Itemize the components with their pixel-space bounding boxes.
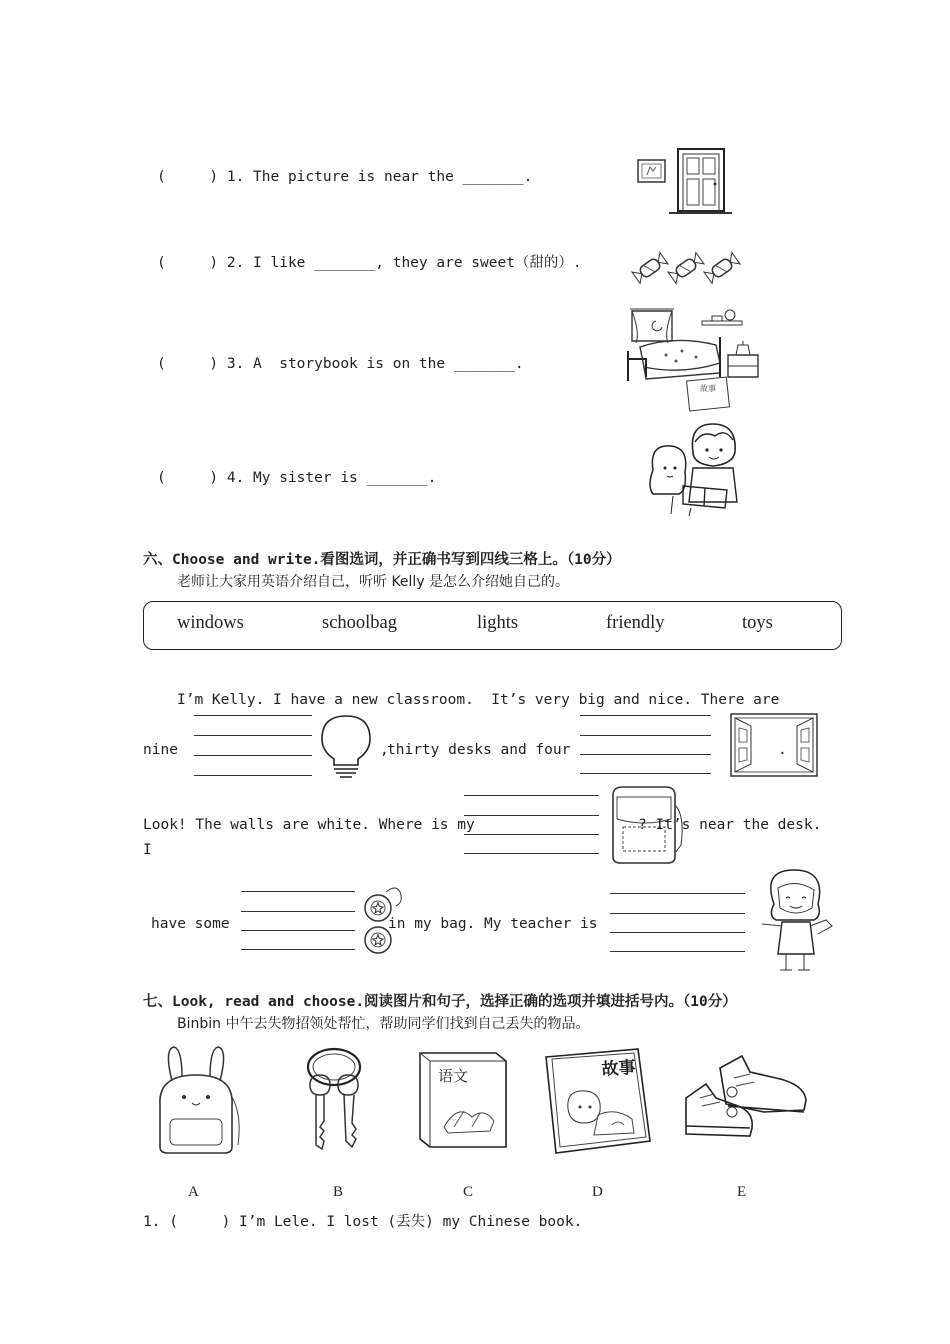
- option-letter: C: [463, 1184, 474, 1200]
- writing-line[interactable]: [194, 775, 312, 776]
- answer-paren[interactable]: ( ): [157, 356, 219, 372]
- sneakers-image: [680, 1048, 810, 1140]
- writing-line[interactable]: [580, 773, 711, 774]
- writing-line[interactable]: [610, 951, 745, 952]
- section-6-instruction: 老师让大家用英语介绍自己，听听 Kelly 是怎么介绍她自己的。: [177, 574, 570, 590]
- option-letter: E: [737, 1184, 747, 1200]
- passage-text: .: [778, 742, 787, 758]
- word-bank-item: toys: [742, 613, 773, 633]
- chinese-book-image: [414, 1047, 514, 1155]
- question-1: [157, 169, 532, 185]
- answer-paren[interactable]: ( ): [157, 169, 219, 185]
- bedroom-image: [626, 303, 768, 415]
- chinese-book-title: 语文: [438, 1067, 469, 1085]
- word-bank-item: friendly: [606, 613, 665, 633]
- writing-line[interactable]: [241, 949, 355, 950]
- answer-paren[interactable]: ( ): [157, 255, 219, 271]
- writing-line[interactable]: [610, 893, 745, 894]
- writing-line[interactable]: [241, 891, 355, 892]
- passage-text: I: [143, 842, 152, 858]
- writing-line[interactable]: [194, 735, 312, 736]
- answer-paren[interactable]: ( ): [157, 470, 219, 486]
- writing-line[interactable]: [464, 795, 599, 796]
- section-7-title: 七、Look, read and choose.阅读图片和句子，选择正确的选项并填进括号内。（10分）: [143, 994, 737, 1010]
- storybook-title: 故事: [600, 1057, 637, 1080]
- writing-line[interactable]: [194, 715, 312, 716]
- writing-line[interactable]: [241, 930, 355, 931]
- window-image: [729, 712, 819, 778]
- question-2: [157, 251, 582, 272]
- writing-line[interactable]: [194, 755, 312, 756]
- storybook-image: [542, 1045, 660, 1157]
- writing-line[interactable]: [610, 932, 745, 933]
- word-bank-item: lights: [477, 613, 519, 633]
- question-text: 3. A storybook is on the _______.: [226, 356, 524, 372]
- writing-line[interactable]: [610, 913, 745, 914]
- bunny-schoolbag-image: [150, 1045, 242, 1157]
- passage-text: nine: [143, 742, 178, 758]
- section-7-instruction: Binbin 中午去失物招领处帮忙，帮助同学们找到自己丢失的物品。: [177, 1016, 590, 1032]
- writing-line[interactable]: [580, 735, 711, 736]
- section-6-title: 六、Choose and write.看图选词，并正确书写到四线三格上。（10分）: [143, 552, 621, 568]
- sister-reading-image: [643, 420, 743, 518]
- writing-line[interactable]: [241, 911, 355, 912]
- question-text: 1. The picture is near the _______.: [226, 169, 533, 185]
- passage-line-1: I’m Kelly. I have a new classroom. It’s very big and nice. There are: [177, 692, 780, 708]
- word-bank-item: schoolbag: [322, 613, 398, 633]
- question-3: [157, 356, 524, 372]
- word-bank-item: windows: [177, 613, 244, 633]
- teacher-image: [752, 864, 836, 974]
- question-4: [157, 470, 436, 486]
- passage-text: ? It’s near the desk.: [638, 817, 822, 833]
- passage-text: in my bag. My teacher is: [388, 916, 598, 932]
- question-text: 4. My sister is _______.: [226, 470, 437, 486]
- writing-line[interactable]: [464, 853, 599, 854]
- writing-line[interactable]: [464, 834, 599, 835]
- keys-image: [296, 1045, 374, 1155]
- passage-text: thirty desks and four: [387, 742, 571, 758]
- section-7-question-1: 1. ( ) I’m Lele. I lost (丢失) my Chinese book.: [143, 1214, 583, 1230]
- question-text: 2. I like _______, they are sweet（甜的）.: [226, 255, 582, 271]
- candies-image: [632, 247, 742, 289]
- storybook-small-title: 故事: [700, 384, 716, 393]
- writing-line[interactable]: [580, 715, 711, 716]
- option-letter: A: [188, 1184, 199, 1200]
- passage-text: have some: [151, 916, 230, 932]
- option-letter: B: [333, 1184, 344, 1200]
- option-letter: D: [592, 1184, 603, 1200]
- writing-line[interactable]: [580, 754, 711, 755]
- passage-text: Look! The walls are white. Where is my: [143, 817, 475, 833]
- door-picture-image: [636, 147, 736, 219]
- writing-line[interactable]: [464, 815, 599, 816]
- light-bulb-image: [318, 713, 374, 781]
- passage-text: ,: [380, 742, 389, 758]
